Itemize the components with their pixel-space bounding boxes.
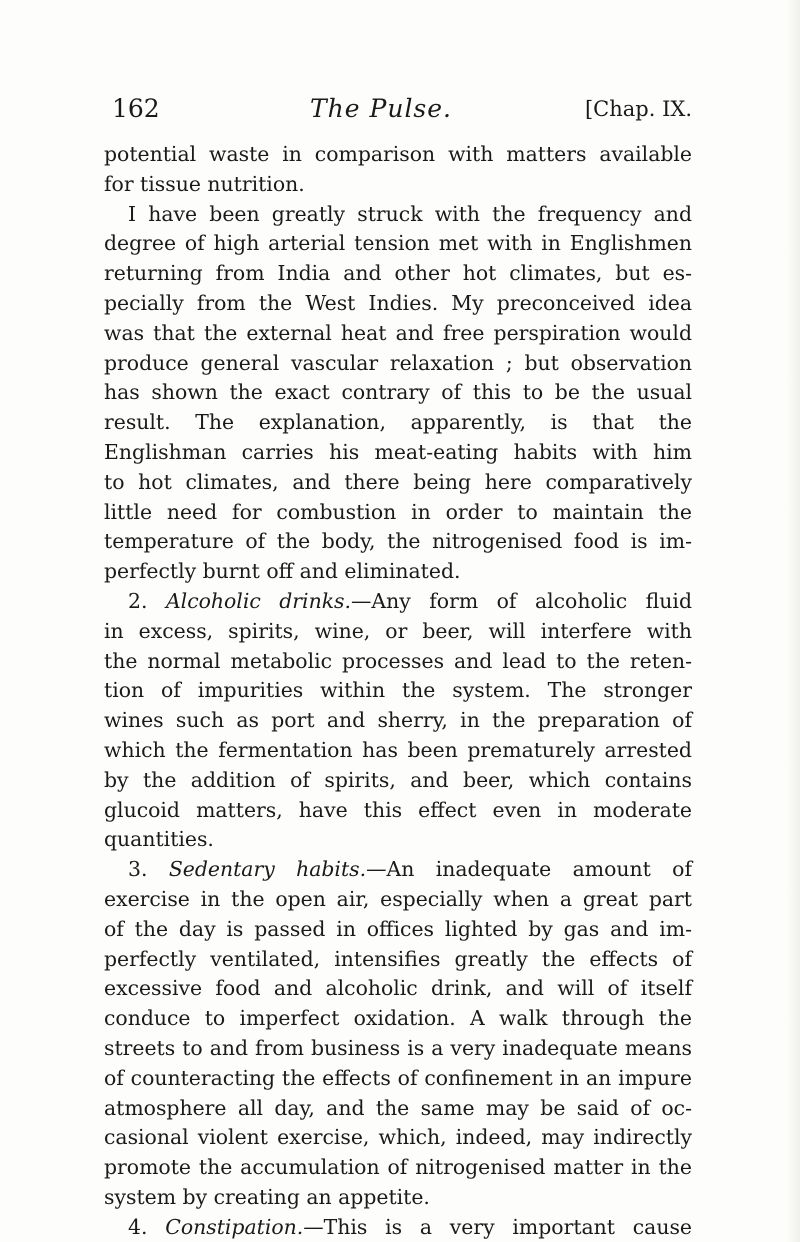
section-number: 4. [128,1214,148,1239]
text-line: tion of impurities within the system. The stronger [104,678,692,703]
text-line: temperature of the body, the nitrogenised food is im- [104,529,692,554]
text-line: pecially from the West Indies. My preconceived idea [104,290,692,315]
chapter-label: [Chap. IX. [584,97,692,121]
section-title-sedentary-habits: Sedentary habits. [168,857,367,882]
text-line: by the addition of spirits, and beer, which contains [104,767,692,792]
text-line: perfectly ventilated, intensifies greatly the effects of [104,946,692,971]
text-line: in excess, spirits, wine, or beer, will interfere with [104,618,692,643]
text-line: quantities. [104,827,214,852]
text-line: returning from India and other hot climates, but es- [104,261,692,286]
page-edge-shadow [786,0,800,1242]
text-line: —Any form of alcoholic fluid [351,588,692,613]
text-line: system by creating an appetite. [104,1184,430,1209]
text-line: of counteracting the effects of confinement in an impure [104,1065,692,1090]
text-line: conduce to imperfect oxidation. A walk through the [104,1006,692,1031]
text-line: atmosphere all day, and the same may be said of oc- [104,1095,692,1120]
text-line: the normal metabolic processes and lead to the reten- [104,648,692,673]
text-line: streets to and from business is a very inadequate means [104,1035,692,1060]
text-line: of the day is passed in offices lighted by gas and im- [104,916,692,941]
text-line: promote the accumulation of nitrogenised matter in the [104,1155,692,1180]
text-line: exercise in the open air, especially when a great part [104,886,692,911]
running-title: The Pulse. [310,94,453,123]
text-line: little need for combustion in order to maintain the [104,499,692,524]
section-line-alcoholic-drinks [104,587,692,617]
section-title-constipation: Constipation. [165,1214,304,1239]
section-title-alcoholic-drinks: Alcoholic drinks. [165,588,352,613]
text-line: perfectly burnt off and eliminated. [104,559,461,584]
page-header [112,92,692,126]
text-line: excessive food and alcoholic drink, and will of itself [104,976,692,1001]
text-line: has shown the exact contrary of this to be the usual [104,380,692,405]
text-line: potential waste in comparison with matters available [104,142,692,166]
text-line: Englishman carries his meat-eating habits with him [104,439,692,464]
text-line: I have been greatly struck with the frequency and [128,201,692,226]
text-line: result. The explanation, apparently, is that the [104,410,692,435]
text-line: glucoid matters, have this effect even in moderate [104,797,692,822]
section-line-constipation [104,1213,692,1242]
text-line: produce general vascular relaxation ; but observation [104,350,692,375]
text-line: for tissue nutrition. [104,171,305,196]
text-line: degree of high arterial tension met with in Englishmen [104,231,692,256]
text-line: wines such as port and sherry, in the preparation of [104,708,692,733]
page-number: 162 [112,94,160,123]
section-line-sedentary-habits [104,855,692,885]
body-text [104,140,692,1242]
text-line: —An inadequate amount of [366,857,692,882]
text-line: casional violent exercise, which, indeed, may indirectly [104,1125,692,1150]
text-line: which the fermentation has been prematurely arrested [104,737,692,762]
section-number: 3. [128,857,148,882]
text-line: to hot climates, and there being here comparatively [104,469,692,494]
text-line: was that the external heat and free perspiration would [104,320,692,345]
text-line: —This is a very important cause [303,1214,692,1239]
section-number: 2. [128,588,148,613]
